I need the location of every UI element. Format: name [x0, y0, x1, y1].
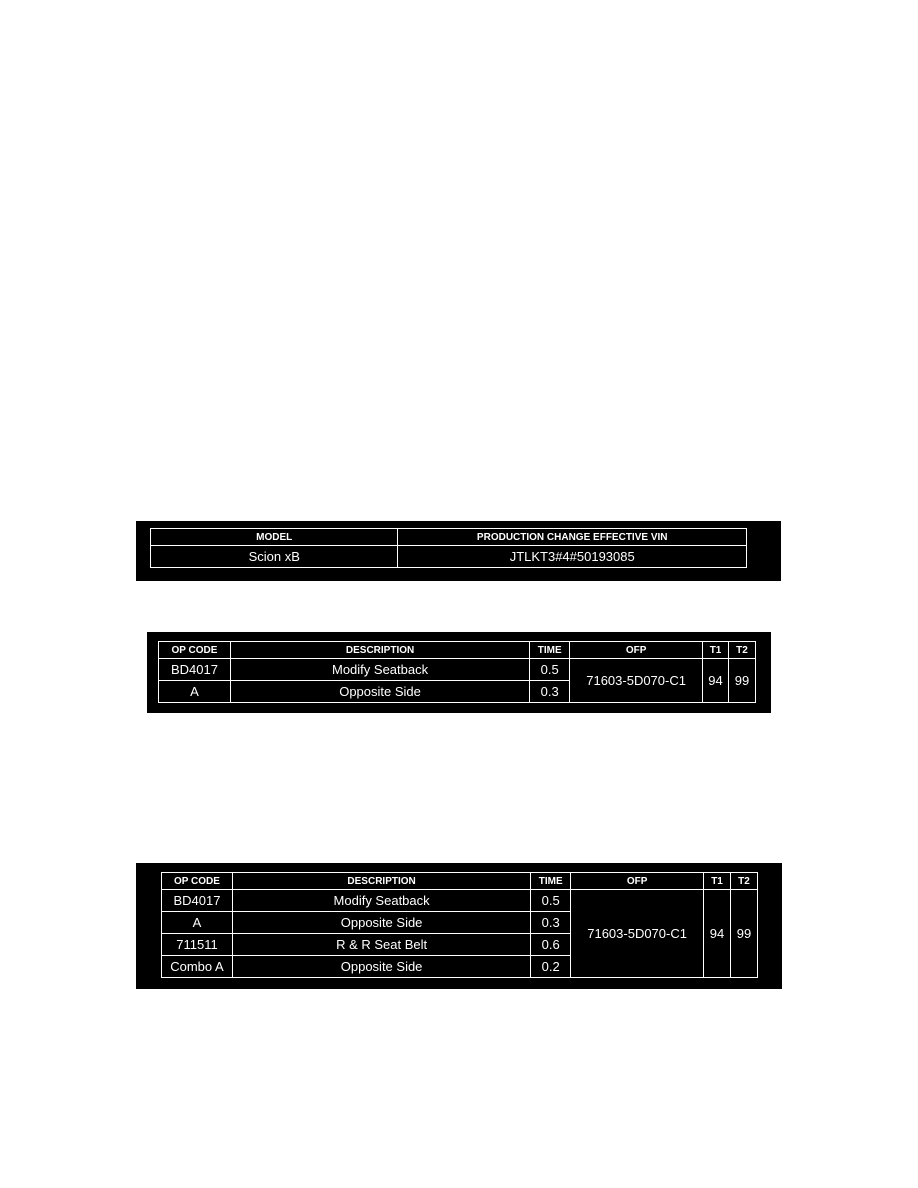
- column-header-t1: T1: [703, 642, 729, 659]
- description-cell: Modify Seatback: [230, 659, 529, 681]
- time-cell: 0.3: [531, 912, 571, 934]
- vin-cell: JTLKT3#4#50193085: [398, 546, 747, 568]
- op-code-cell: A: [159, 681, 231, 703]
- time-cell: 0.5: [530, 659, 570, 681]
- t1-cell: 94: [703, 659, 729, 703]
- table-header-row: [151, 529, 747, 546]
- column-header-vin: PRODUCTION CHANGE EFFECTIVE VIN: [398, 529, 747, 546]
- op-code-table-1: [158, 641, 756, 703]
- time-cell: 0.6: [531, 934, 571, 956]
- table-header-row: [159, 642, 756, 659]
- op-code-cell: 711511: [162, 934, 233, 956]
- model-cell: Scion xB: [151, 546, 398, 568]
- column-header-t1: T1: [704, 873, 731, 890]
- column-header-op-code: OP CODE: [162, 873, 233, 890]
- table-header-row: [162, 873, 758, 890]
- op-code-cell: A: [162, 912, 233, 934]
- column-header-ofp: OFP: [571, 873, 704, 890]
- table-row: [151, 546, 747, 568]
- column-header-op-code: OP CODE: [159, 642, 231, 659]
- vin-table: [150, 528, 747, 568]
- table-row: [159, 659, 756, 681]
- ofp-cell: 71603-5D070-C1: [570, 659, 703, 703]
- description-cell: R & R Seat Belt: [232, 934, 530, 956]
- ofp-cell: 71603-5D070-C1: [571, 890, 704, 978]
- op-code-cell: BD4017: [162, 890, 233, 912]
- description-cell: Modify Seatback: [232, 890, 530, 912]
- op-code-cell: BD4017: [159, 659, 231, 681]
- description-cell: Opposite Side: [232, 912, 530, 934]
- t2-cell: 99: [731, 890, 758, 978]
- vin-table-panel: [136, 521, 781, 581]
- time-cell: 0.5: [531, 890, 571, 912]
- description-cell: Opposite Side: [230, 681, 529, 703]
- description-cell: Opposite Side: [232, 956, 530, 978]
- column-header-time: TIME: [531, 873, 571, 890]
- column-header-ofp: OFP: [570, 642, 703, 659]
- op-code-table-2-panel: [136, 863, 782, 989]
- t1-cell: 94: [704, 890, 731, 978]
- op-code-table-2: [161, 872, 758, 978]
- column-header-time: TIME: [530, 642, 570, 659]
- column-header-description: DESCRIPTION: [230, 642, 529, 659]
- op-code-cell: Combo A: [162, 956, 233, 978]
- column-header-description: DESCRIPTION: [232, 873, 530, 890]
- column-header-t2: T2: [729, 642, 756, 659]
- column-header-model: MODEL: [151, 529, 398, 546]
- column-header-t2: T2: [731, 873, 758, 890]
- time-cell: 0.2: [531, 956, 571, 978]
- time-cell: 0.3: [530, 681, 570, 703]
- table-row: [162, 890, 758, 912]
- t2-cell: 99: [729, 659, 756, 703]
- op-code-table-1-panel: [147, 632, 771, 713]
